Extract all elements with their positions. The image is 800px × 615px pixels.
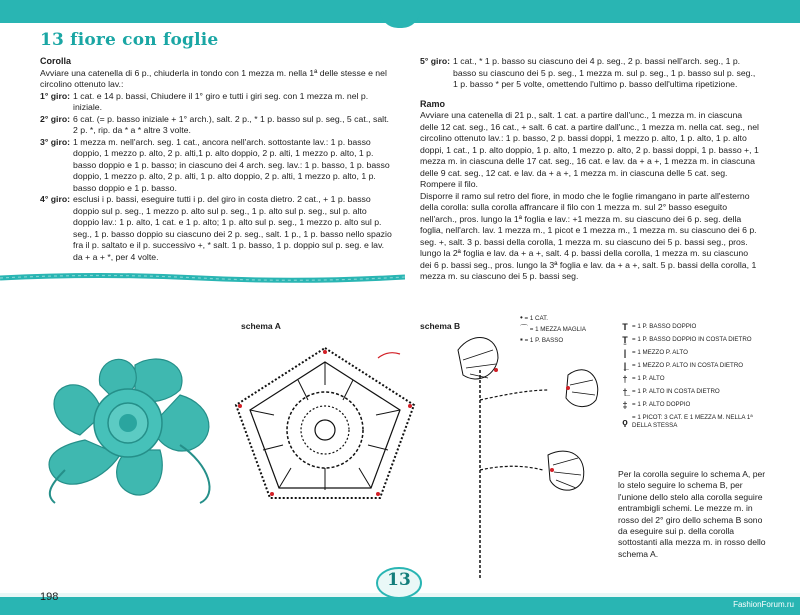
legend-text: = 1 P. BASSO DOPPIO [632, 323, 697, 330]
ramo-heading: Ramo [420, 98, 446, 109]
symbol-legend [618, 323, 762, 435]
round-4 [40, 194, 392, 263]
corolla-intro: Avviare una catenella di 6 p., chiuderla in tondo con 1 mezza m. nella 1ª delle stesse e nel circolino ottenuto lav.: [40, 67, 387, 89]
legend-symbol: ‡ [622, 400, 628, 410]
round-label: 3° giro: [40, 136, 71, 147]
legend-item [618, 388, 762, 396]
corolla-heading: Corolla [40, 56, 72, 66]
legend-text: = 1 CAT. [524, 315, 548, 322]
header-notch [380, 10, 420, 28]
legend-item [618, 375, 762, 383]
legend-item [618, 336, 762, 344]
round-label: 5° giro: [420, 56, 451, 66]
legend-text: = 1 P. BASSO DOPPIO IN COSTA DIETRO [632, 336, 752, 343]
schema-b-label: schema B [420, 321, 461, 331]
legend-symbol: | [623, 348, 627, 358]
page-title: 13 fiore con foglie [40, 30, 219, 50]
round-label: 4° giro: [40, 194, 71, 204]
schema-a-label: schema A [241, 321, 281, 331]
legend-text: = 1 MEZZO P. ALTO [632, 349, 688, 356]
round-text: esclusi i p. bassi, eseguire tutti i p. del giro in costa dietro. 2 cat., + 1 p. basso doppio sul p. seg., 1 mezzo p. alto sul p. seg., 1 p. alto sul p. seg., sul p. alto doppio lav.: 1 p. alto, 1 cat. e 1 p. alto; 1 p. alto sul p. seg., 1 mezzo p. alto sul p. seg., 1 p. basso doppio su ciascuno dei 2 p. seg., salt. 1 p., 1 p. basso nello spazio fra il p. saltato e il p. successivo +, * salt. 1 p. basso, 1 p. doppio sul p. seg. e lav. da + a + *, per 4 volte. [73, 194, 392, 262]
legend-text: = 1 P. ALTO [632, 375, 665, 382]
legend-symbol: |̲ [623, 361, 627, 371]
round-text: 1 cat. e 14 p. bassi, Chiudere il 1° giro e tutti i giri seg. con 1 mezza m. nel p. iniziale. [73, 90, 369, 112]
crochet-flower-photo [40, 345, 220, 505]
round-1 [40, 91, 392, 114]
legend-symbol: † [622, 374, 628, 384]
legend-symbol: ϙ [622, 417, 628, 427]
corolla-section [40, 56, 392, 263]
legend-item [618, 414, 762, 430]
legend-text: = 1 MEZZA MAGLIA [529, 326, 586, 333]
page-number: 198 [40, 591, 59, 603]
assembly-note: Per la corolla seguire lo schema A, per lo stelo seguire lo schema B, per l'unione dello stelo alla corolla seguire entrambigli schemi. Le mezze m. in rosso del 2° giro dello schema B sono da eseguire sui p. della corolla sottostanti alla mezza m. in rosso dello schema A. [618, 469, 766, 559]
round-label: 2° giro: [40, 113, 71, 124]
ramo-section [420, 56, 762, 283]
legend-item [618, 401, 762, 409]
round-text: 1 mezza m. nell'arch. seg. 1 cat., ancora nell'arch. sottostante lav.: 1 p. basso doppio, 1 mezzo p. alto, 2 p. alti,1 p. alto doppio, 2 p. alti, 1 mezzo p. alto, 1 p. basso doppio e 1 p. basso; in ciascuno dei 4 arch. seg. lav.: 1 p. basso, 1 p. basso doppio, 1 mezzo p. alto, 2 p. alti, 1 p. alto doppio, 2 p. alti, 1 mezzo p. alto, 1 p. basso doppio e 1 p. basso. [73, 136, 390, 193]
legend-text: = 1 P. ALTO IN COSTA DIETRO [632, 388, 720, 395]
round-label: 1° giro: [40, 90, 71, 101]
round-text: 6 cat. (= p. basso iniziale + 1° arch.), salt. 2 p., * 1 p. basso sul p. seg., 5 cat., salt. 2 p. *, rip. da * a * altre 3 volte. [73, 113, 389, 135]
legend-text: = 1 PICOT: 3 CAT. E 1 MEZZA M. NELLA 1ª DELLA STESSA [632, 414, 753, 429]
schema-a-diagram [228, 340, 423, 505]
legend-text: = 1 P. BASSO [524, 337, 564, 344]
round-3 [40, 137, 392, 195]
round-2 [40, 114, 392, 137]
legend-text: = 1 P. ALTO DOPPIO [632, 401, 691, 408]
legend-symbol: T [622, 322, 628, 332]
legend-text: = 1 MEZZO P. ALTO IN COSTA DIETRO [632, 362, 744, 369]
watermark: FashionForum.ru [733, 600, 794, 609]
legend-single: ▪ = 1 P. BASSO [520, 335, 564, 344]
legend-chain: • = 1 CAT. [520, 313, 548, 322]
legend-symbol: †̲ [622, 387, 628, 397]
round-text: 1 cat., * 1 p. basso su ciascuno dei 4 p. seg., 2 p. bassi nell'arch. seg., 1 p. basso su ciascuno dei 5 p. seg., 1 mezza m. sul p. seg., 1 p. basso sul p. seg., 1 p. basso * per 5 volte, omettendo l'ultimo p. basso dell'ultima ripetizione. [453, 56, 756, 89]
ramo-paragraph-2: Disporre il ramo sul retro del fiore, in modo che le foglie rimangano in parte all'esterno della corolla: sulla corolla affrancare il filo con 1 mezza m. sul 2° basso eseguito nell'arch., pros. lungo la 1ª foglia e lav.: +1 mezza m. su ciascuno dei 6 p. seg. della foglia, nell'arch. lav. 1 mezza m., 1 picot e 1 mezza m., 1 mezza m. su ciascuno dei 6 p. seg. +, salt. 3 p. bassi della corolla, 1 mezza m. su ciascuno dei 5 p. bassi seg., pros. lungo la 2ª foglia e lav. da + a +, salt. 4 p. bassi della corolla, 1 mezza m. su ciascuno dei 6 p. bassi seg., pros. lungo la 3ª foglia e lav. da + a +, salt. 5 p. bassi della corolla, 1 mezza m. su ciascuno dei 5 p. bassi seg. [420, 190, 757, 281]
round-5 [420, 56, 762, 91]
legend-item [618, 362, 762, 370]
legend-item [618, 323, 762, 331]
schema-b-diagram [418, 330, 608, 590]
chapter-number: 13 [387, 570, 411, 590]
yarn-divider [0, 270, 405, 286]
legend-slip: ⌒ = 1 MEZZA MAGLIA [520, 324, 586, 333]
legend-item [618, 349, 762, 357]
legend-symbol: Ṯ [622, 335, 628, 345]
ramo-paragraph-1: Avviare una catenella di 21 p., salt. 1 cat. a partire dall'unc., 1 mezza m. in ciascuna delle 12 cat. seg., 16 cat., + salt. 6 cat. a partire dall'unc., 1 mezza m. nella cat. seg., nel circolino ottenuto lav.: 1 p. basso, 2 p. bassi doppi, 1 mezzo p. alto, 1 p. alto, 1 p. alto doppi, 1 cat., 1 p. alto doppio, 1 p. alto, 1 mezzo p. alto, 2 p. bassi doppi, 1 p. basso +, 1 mezza m. in ciascuna delle 17 cat. seg., 16 cat. e lav. da + a +, 1 mezza m. in ciascuna delle 9 cat. seg., 12 cat. e lav. da + a +, 1 mezza m. in ciascuna delle 5 cat. seg. Rompere il filo. [420, 110, 759, 189]
